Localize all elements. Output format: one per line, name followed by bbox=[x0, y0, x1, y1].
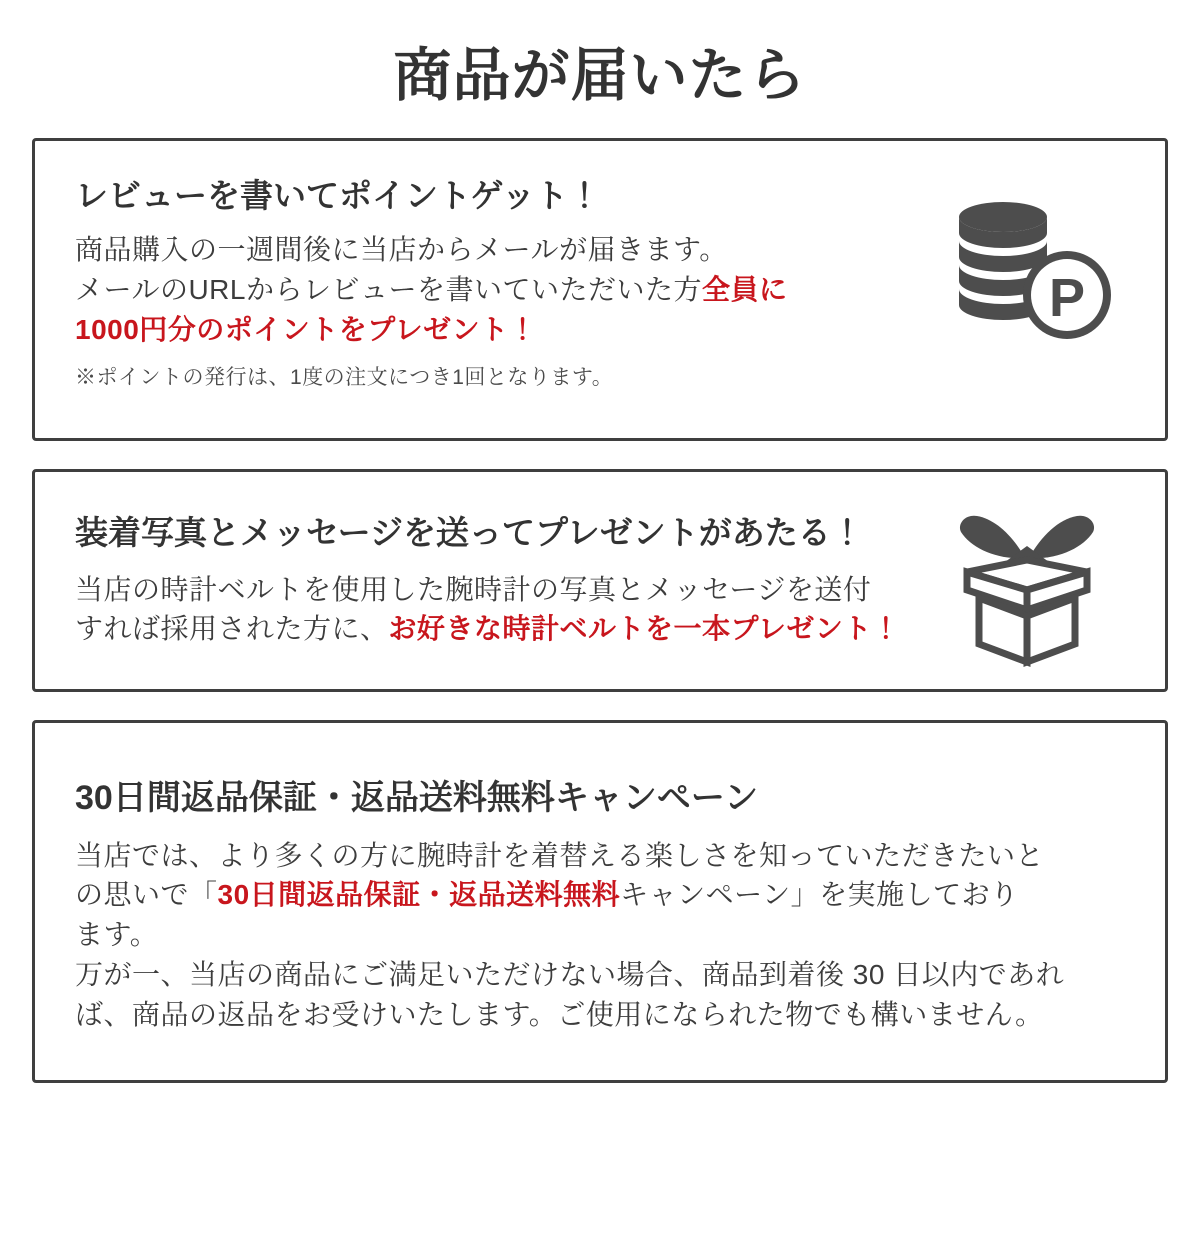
gift-box-icon bbox=[937, 506, 1117, 671]
card-photo-line-1 bbox=[75, 570, 975, 610]
card-review-points bbox=[32, 138, 1168, 442]
card-review-line-2 bbox=[75, 270, 935, 310]
text-segment: の思いで「 bbox=[75, 879, 218, 911]
text-segment: キャンペーン」を実施しており bbox=[620, 879, 1019, 911]
text-segment: 当店の時計ベルトを使用した腕時計の写真とメッセージを送付 bbox=[75, 573, 872, 605]
card-return-line-3 bbox=[75, 915, 1125, 955]
card-review-heading: レビューを書いてポイントゲット！ bbox=[75, 176, 602, 214]
card-review-note: ※ポイントの発行は、1度の注文につき1回となります。 bbox=[75, 366, 614, 390]
text-segment-emphasis: 全員に bbox=[701, 273, 788, 305]
text-segment: 万が一、当店の商品にご満足いただけない場合、商品到着後 30 日以内であれ bbox=[75, 958, 1065, 990]
card-return-line-4 bbox=[75, 955, 1125, 995]
text-segment: メールのURLからレビューを書いていただいた方 bbox=[75, 273, 702, 305]
card-return-heading: 30日間返品保証・返品送料無料キャンペーン bbox=[75, 779, 759, 818]
text-segment: すれば採用された方に、 bbox=[75, 613, 389, 645]
card-photo-line-2 bbox=[75, 609, 975, 649]
card-return-line-1 bbox=[75, 836, 1125, 876]
card-return-line-2 bbox=[75, 875, 1125, 915]
text-segment-emphasis: 30日間返品保証・返品送料無料 bbox=[217, 879, 621, 911]
text-segment: 商品購入の一週間後に当店からメールが届きます。 bbox=[75, 234, 728, 266]
card-photo-heading: 装着写真とメッセージを送ってプレゼントがあたる！ bbox=[75, 514, 864, 552]
card-return-line-5 bbox=[75, 995, 1125, 1035]
card-photo-present bbox=[32, 469, 1168, 692]
page-title: 商品が届いたら bbox=[393, 43, 807, 108]
text-segment-emphasis: お好きな時計ベルトを一本プレゼント！ bbox=[388, 613, 901, 645]
coins-p-icon bbox=[931, 199, 1121, 349]
text-segment-emphasis: 1000円分のポイントをプレゼント！ bbox=[75, 313, 538, 345]
text-segment: ます。 bbox=[75, 919, 159, 951]
promo-page bbox=[0, 44, 1200, 1244]
svg-text:P: P bbox=[1048, 267, 1086, 328]
text-segment: 当店では、より多くの方に腕時計を着替える楽しさを知っていただきたいと bbox=[75, 839, 1045, 871]
card-review-line-3 bbox=[75, 310, 935, 350]
text-segment: ば、商品の返品をお受けいたします。ご使用になられた物でも構いません。 bbox=[75, 998, 1044, 1030]
card-review-line-1 bbox=[75, 230, 935, 270]
card-return-policy bbox=[32, 720, 1168, 1083]
